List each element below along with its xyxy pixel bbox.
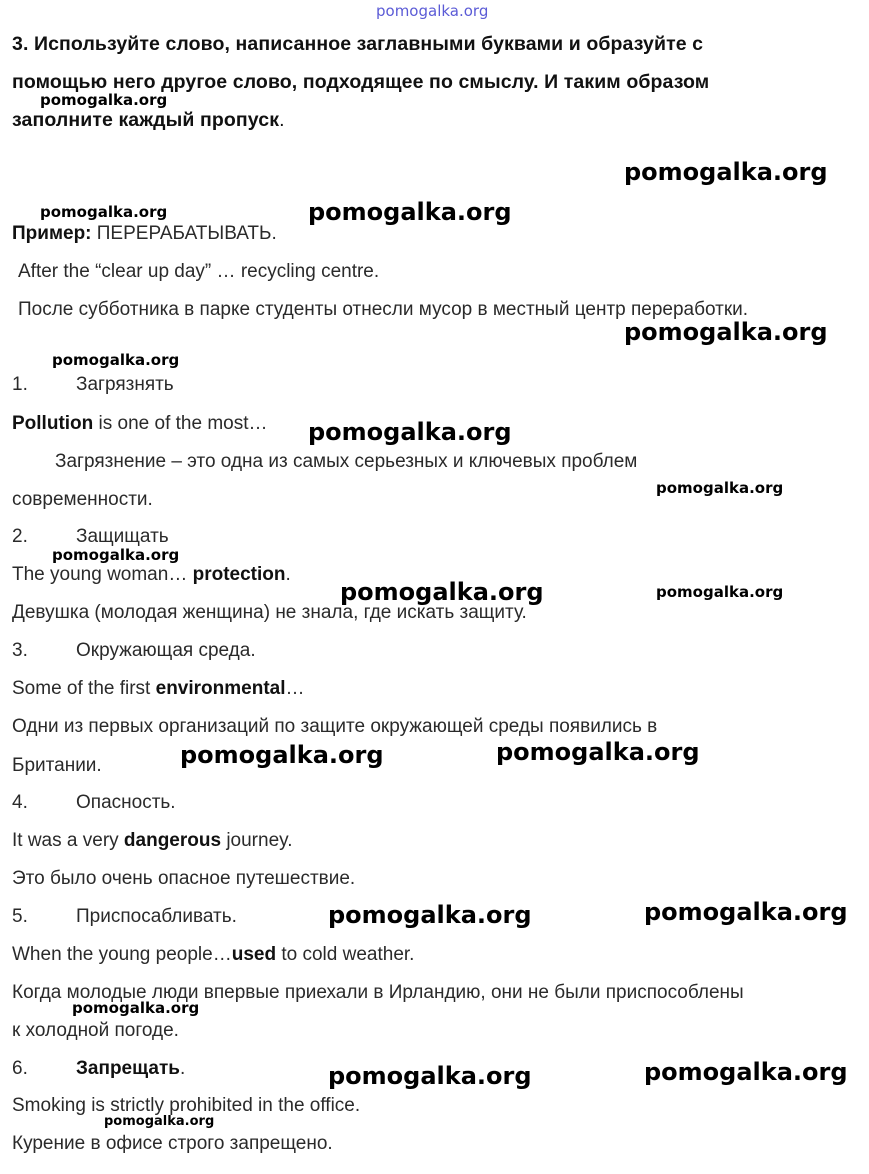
item-3-russian-cont: Британии. (12, 755, 102, 776)
item-english-text: to cold weather. (276, 944, 415, 965)
watermark: pomogalka.org (624, 318, 828, 346)
watermark: pomogalka.org (180, 741, 384, 769)
item-5-russian-cont: к холодной погоде. (12, 1020, 179, 1041)
task-heading-line-3 (12, 109, 285, 131)
watermark: pomogalka.org (104, 1114, 215, 1129)
item-1-russian: Загрязнение – это одна из самых серьезных и ключевых проблем (55, 451, 638, 472)
item-number: 4. (12, 792, 28, 813)
example-line (12, 223, 277, 245)
item-word: Опасность. (76, 792, 176, 813)
watermark: pomogalka.org (656, 583, 784, 601)
example-russian: После субботника в парке студенты отнесли мусор в местный центр переработки. (18, 299, 749, 320)
item-english-text: journey. (221, 830, 293, 851)
watermark: pomogalka.org (40, 91, 168, 109)
item-word: Запрещать (76, 1058, 180, 1079)
item-word: Защищать (76, 526, 169, 547)
watermark: pomogalka.org (644, 1058, 848, 1086)
watermark: pomogalka.org (40, 203, 168, 221)
item-2-header (12, 526, 169, 548)
item-4-header (12, 792, 176, 814)
item-2-russian: Девушка (молодая женщина) не знала, где искать защиту. (12, 602, 527, 623)
item-1-header (12, 374, 174, 396)
answer-word: dangerous (123, 830, 222, 851)
item-english-text: … (285, 678, 305, 699)
watermark: pomogalka.org (624, 158, 828, 186)
item-number: 3. (12, 640, 28, 661)
example-word: ПЕРЕРАБАТЫВАТЬ. (91, 223, 277, 244)
item-english-text: When the young people… (12, 944, 232, 965)
item-2-english (12, 564, 291, 586)
watermark: pomogalka.org (496, 738, 700, 766)
item-number: 6. (12, 1058, 28, 1079)
watermark: pomogalka.org (72, 999, 200, 1017)
answer-word: used (231, 944, 277, 965)
item-english-text: is one of the most… (93, 413, 268, 434)
item-word-period: . (179, 1058, 186, 1079)
item-6-header (12, 1058, 185, 1080)
item-3-russian: Одни из первых организаций по защите окружающей среды появились в (12, 716, 658, 737)
item-4-english (12, 830, 293, 852)
watermark: pomogalka.org (376, 2, 489, 20)
watermark: pomogalka.org (328, 1062, 532, 1090)
item-word: Окружающая среда. (76, 640, 256, 661)
item-english-text: It was a very (12, 830, 124, 851)
watermark: pomogalka.org (340, 578, 544, 606)
task-heading-emphasis: заполните каждый пропуск (12, 109, 280, 131)
item-5-header (12, 906, 237, 928)
watermark: pomogalka.org (308, 418, 512, 446)
item-1-english (12, 413, 268, 435)
item-number: 5. (12, 906, 28, 927)
item-5-russian: Когда молодые люди впервые приехали в Ирландию, они не были приспособлены (12, 982, 744, 1003)
item-5-english (12, 944, 414, 966)
item-6-english: Smoking is strictly prohibited in the office. (12, 1095, 361, 1116)
watermark: pomogalka.org (644, 898, 848, 926)
item-1-russian-cont: современности. (12, 489, 153, 510)
item-word: Приспосабливать. (76, 906, 237, 927)
answer-word: Pollution (12, 413, 94, 434)
item-number: 2. (12, 526, 28, 547)
item-3-header (12, 640, 256, 662)
answer-word: environmental (155, 678, 286, 699)
task-heading-line-1: 3. Используйте слово, написанное заглавными буквами и образуйте с (12, 33, 704, 55)
watermark: pomogalka.org (308, 198, 512, 226)
item-english-text: . (285, 564, 291, 585)
item-3-english (12, 678, 305, 700)
example-label: Пример: (12, 223, 92, 244)
task-heading-line-2: помощью него другое слово, подходящее по смыслу. И таким образом (12, 71, 710, 93)
item-number: 1. (12, 374, 28, 395)
watermark: pomogalka.org (52, 351, 180, 369)
item-4-russian: Это было очень опасное путешествие. (12, 868, 356, 889)
example-english: After the “clear up day” … recycling centre. (18, 261, 380, 282)
task-heading-period: . (279, 109, 285, 131)
item-english-text: Some of the first (12, 678, 156, 699)
item-6-russian: Курение в офисе строго запрещено. (12, 1133, 333, 1154)
watermark: pomogalka.org (328, 901, 532, 929)
answer-word: protection (192, 564, 286, 585)
watermark: pomogalka.org (656, 479, 784, 497)
item-english-text: The young woman… (12, 564, 193, 585)
item-word: Загрязнять (76, 374, 174, 395)
watermark: pomogalka.org (52, 546, 180, 564)
